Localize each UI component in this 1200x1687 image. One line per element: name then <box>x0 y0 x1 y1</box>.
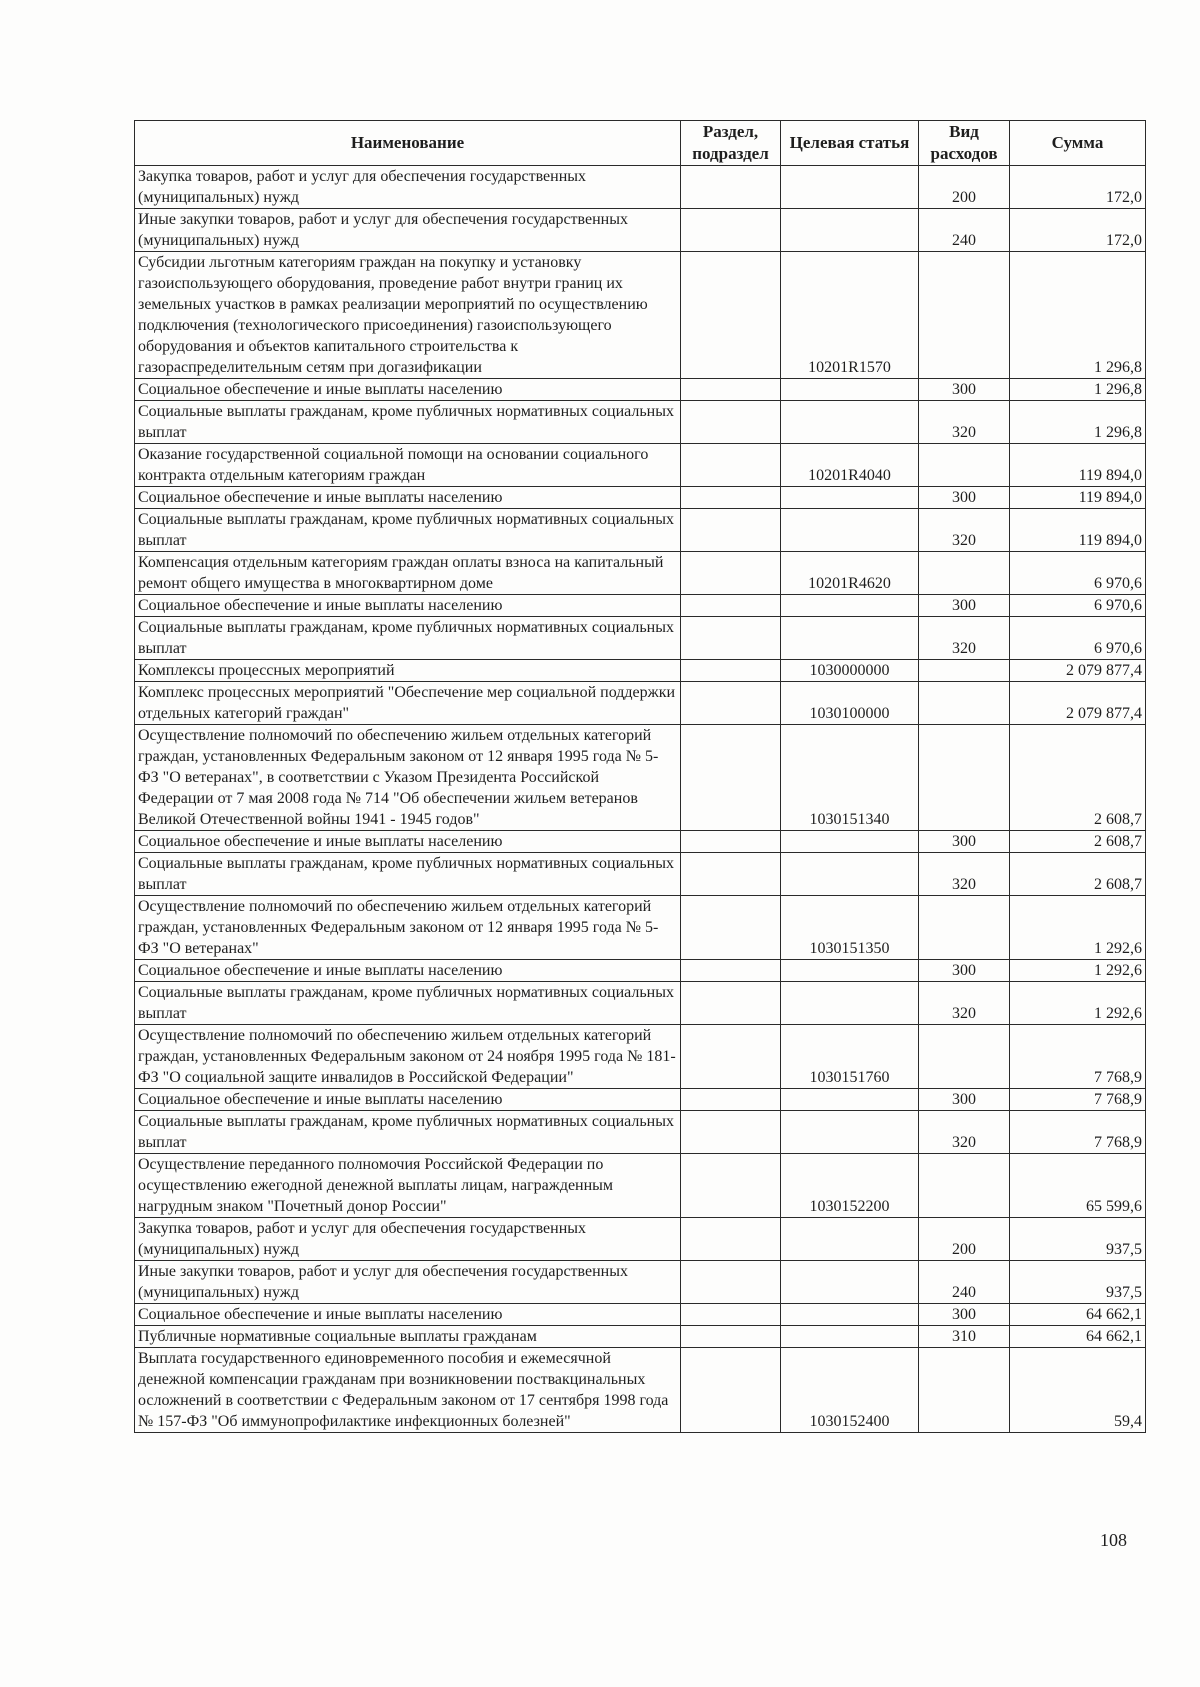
cell-article <box>781 1326 919 1348</box>
cell-sum: 6 970,6 <box>1010 552 1146 595</box>
cell-article <box>781 595 919 617</box>
cell-name: Социальные выплаты гражданам, кроме публичных нормативных социальных выплат <box>135 1111 681 1154</box>
cell-type: 320 <box>919 617 1010 660</box>
cell-type <box>919 1348 1010 1433</box>
cell-sum: 119 894,0 <box>1010 509 1146 552</box>
cell-type: 320 <box>919 853 1010 896</box>
cell-article <box>781 982 919 1025</box>
cell-section <box>681 982 781 1025</box>
table-header-row <box>135 121 1146 166</box>
cell-name: Иные закупки товаров, работ и услуг для обеспечения государственных (муниципальных) нужд <box>135 209 681 252</box>
cell-section <box>681 1154 781 1218</box>
cell-type: 320 <box>919 401 1010 444</box>
cell-sum: 65 599,6 <box>1010 1154 1146 1218</box>
cell-name: Социальные выплаты гражданам, кроме публичных нормативных социальных выплат <box>135 617 681 660</box>
header-article: Целевая статья <box>781 121 919 166</box>
cell-type: 200 <box>919 1218 1010 1261</box>
cell-type: 320 <box>919 1111 1010 1154</box>
cell-type: 320 <box>919 509 1010 552</box>
cell-section <box>681 831 781 853</box>
cell-type: 240 <box>919 209 1010 252</box>
cell-article <box>781 617 919 660</box>
cell-name: Социальное обеспечение и иные выплаты населению <box>135 1089 681 1111</box>
cell-article: 1030152400 <box>781 1348 919 1433</box>
table-row <box>135 725 1146 831</box>
cell-article: 10201R1570 <box>781 252 919 379</box>
cell-sum: 7 768,9 <box>1010 1089 1146 1111</box>
table-row <box>135 1218 1146 1261</box>
cell-type: 240 <box>919 1261 1010 1304</box>
cell-sum: 1 296,8 <box>1010 252 1146 379</box>
table-row <box>135 552 1146 595</box>
cell-section <box>681 1089 781 1111</box>
cell-name: Выплата государственного единовременного пособия и ежемесячной денежной компенсации гражданам при возникновении поствакцинальных осложнений в соответствии с Федеральным законом от 17 сентября 1998 года № 157-ФЗ "Об иммунопрофилактике инфекционных болезней" <box>135 1348 681 1433</box>
table-row <box>135 252 1146 379</box>
cell-type: 300 <box>919 379 1010 401</box>
table-row <box>135 1326 1146 1348</box>
cell-name: Публичные нормативные социальные выплаты гражданам <box>135 1326 681 1348</box>
cell-article: 1030152200 <box>781 1154 919 1218</box>
table-row <box>135 682 1146 725</box>
cell-sum: 1 292,6 <box>1010 896 1146 960</box>
cell-section <box>681 487 781 509</box>
table-row <box>135 595 1146 617</box>
cell-name: Субсидии льготным категориям граждан на покупку и установку газоиспользующего оборудования, проведение работ внутри границ их земельных участков в рамках реализации мероприятий по осуществлению подключения (технологического присоединения) газоиспользующего оборудования и объектов капитального строительства к газораспределительным сетям при догазификации <box>135 252 681 379</box>
cell-section <box>681 595 781 617</box>
table-row <box>135 401 1146 444</box>
cell-type: 300 <box>919 960 1010 982</box>
cell-sum: 59,4 <box>1010 1348 1146 1433</box>
cell-type <box>919 660 1010 682</box>
cell-type: 320 <box>919 982 1010 1025</box>
cell-name: Социальные выплаты гражданам, кроме публичных нормативных социальных выплат <box>135 853 681 896</box>
cell-section <box>681 960 781 982</box>
cell-type: 300 <box>919 595 1010 617</box>
cell-sum: 2 079 877,4 <box>1010 682 1146 725</box>
table-row <box>135 209 1146 252</box>
cell-name: Социальное обеспечение и иные выплаты населению <box>135 831 681 853</box>
cell-name: Осуществление переданного полномочия Российской Федерации по осуществлению ежегодной денежной выплаты лицам, награжденным нагрудным знаком "Почетный донор России" <box>135 1154 681 1218</box>
cell-sum: 119 894,0 <box>1010 444 1146 487</box>
cell-article <box>781 509 919 552</box>
cell-section <box>681 552 781 595</box>
cell-sum: 2 608,7 <box>1010 853 1146 896</box>
cell-type <box>919 1154 1010 1218</box>
cell-article <box>781 487 919 509</box>
cell-sum: 1 296,8 <box>1010 401 1146 444</box>
cell-section <box>681 660 781 682</box>
cell-section <box>681 853 781 896</box>
cell-type <box>919 552 1010 595</box>
cell-article <box>781 1218 919 1261</box>
cell-article <box>781 1261 919 1304</box>
cell-sum: 2 608,7 <box>1010 831 1146 853</box>
cell-article <box>781 166 919 209</box>
table-body <box>135 166 1146 1433</box>
cell-article <box>781 1111 919 1154</box>
table-row <box>135 1111 1146 1154</box>
table-row <box>135 1348 1146 1433</box>
table-row <box>135 982 1146 1025</box>
cell-sum: 2 079 877,4 <box>1010 660 1146 682</box>
cell-section <box>681 725 781 831</box>
cell-sum: 64 662,1 <box>1010 1304 1146 1326</box>
cell-section <box>681 896 781 960</box>
cell-type <box>919 896 1010 960</box>
cell-type: 300 <box>919 1089 1010 1111</box>
cell-type <box>919 444 1010 487</box>
cell-sum: 64 662,1 <box>1010 1326 1146 1348</box>
table-row <box>135 831 1146 853</box>
cell-section <box>681 401 781 444</box>
cell-section <box>681 1348 781 1433</box>
cell-name: Социальное обеспечение и иные выплаты населению <box>135 960 681 982</box>
header-section: Раздел, подраздел <box>681 121 781 166</box>
cell-name: Закупка товаров, работ и услуг для обеспечения государственных (муниципальных) нужд <box>135 166 681 209</box>
cell-name: Иные закупки товаров, работ и услуг для обеспечения государственных (муниципальных) нужд <box>135 1261 681 1304</box>
cell-sum: 937,5 <box>1010 1218 1146 1261</box>
cell-section <box>681 166 781 209</box>
cell-name: Комплекс процессных мероприятий "Обеспечение мер социальной поддержки отдельных категорий граждан" <box>135 682 681 725</box>
table-row <box>135 509 1146 552</box>
cell-article: 1030000000 <box>781 660 919 682</box>
budget-table <box>134 120 1146 1433</box>
cell-type <box>919 1025 1010 1089</box>
table-row <box>135 1025 1146 1089</box>
table-row <box>135 960 1146 982</box>
header-type: Вид расходов <box>919 121 1010 166</box>
cell-article: 10201R4620 <box>781 552 919 595</box>
cell-section <box>681 617 781 660</box>
table-row <box>135 487 1146 509</box>
cell-section <box>681 379 781 401</box>
cell-article <box>781 209 919 252</box>
cell-sum: 2 608,7 <box>1010 725 1146 831</box>
table-row <box>135 379 1146 401</box>
table-row <box>135 660 1146 682</box>
cell-type <box>919 252 1010 379</box>
cell-sum: 6 970,6 <box>1010 617 1146 660</box>
cell-sum: 1 292,6 <box>1010 960 1146 982</box>
cell-name: Социальные выплаты гражданам, кроме публичных нормативных социальных выплат <box>135 509 681 552</box>
cell-sum: 937,5 <box>1010 1261 1146 1304</box>
cell-article <box>781 960 919 982</box>
cell-sum: 172,0 <box>1010 209 1146 252</box>
cell-name: Осуществление полномочий по обеспечению жильем отдельных категорий граждан, установленных Федеральным законом от 24 ноября 1995 года № 181-ФЗ "О социальной защите инвалидов в Российской Федерации" <box>135 1025 681 1089</box>
cell-article <box>781 1089 919 1111</box>
table-row <box>135 853 1146 896</box>
cell-article: 1030151760 <box>781 1025 919 1089</box>
cell-type <box>919 682 1010 725</box>
cell-section <box>681 1326 781 1348</box>
table-row <box>135 166 1146 209</box>
table-row <box>135 1261 1146 1304</box>
cell-sum: 1 296,8 <box>1010 379 1146 401</box>
table-row <box>135 1304 1146 1326</box>
header-sum: Сумма <box>1010 121 1146 166</box>
cell-section <box>681 1218 781 1261</box>
cell-type: 300 <box>919 487 1010 509</box>
cell-section <box>681 1304 781 1326</box>
cell-name: Комплексы процессных мероприятий <box>135 660 681 682</box>
cell-sum: 6 970,6 <box>1010 595 1146 617</box>
cell-section <box>681 1261 781 1304</box>
cell-name: Социальное обеспечение и иные выплаты населению <box>135 379 681 401</box>
cell-article <box>781 379 919 401</box>
cell-sum: 119 894,0 <box>1010 487 1146 509</box>
cell-sum: 7 768,9 <box>1010 1111 1146 1154</box>
cell-name: Социальное обеспечение и иные выплаты населению <box>135 487 681 509</box>
cell-sum: 172,0 <box>1010 166 1146 209</box>
cell-name: Закупка товаров, работ и услуг для обеспечения государственных (муниципальных) нужд <box>135 1218 681 1261</box>
cell-name: Социальные выплаты гражданам, кроме публичных нормативных социальных выплат <box>135 401 681 444</box>
cell-type: 310 <box>919 1326 1010 1348</box>
page-number: 108 <box>1100 1530 1127 1550</box>
cell-section <box>681 444 781 487</box>
cell-name: Осуществление полномочий по обеспечению жильем отдельных категорий граждан, установленных Федеральным законом от 12 января 1995 года № 5-ФЗ "О ветеранах", в соответствии с Указом Президента Российской Федерации от 7 мая 2008 года № 714 "Об обеспечении жильем ветеранов Великой Отечественной войны 1941 - 1945 годов" <box>135 725 681 831</box>
cell-sum: 1 292,6 <box>1010 982 1146 1025</box>
cell-article <box>781 1304 919 1326</box>
cell-article <box>781 831 919 853</box>
table-row <box>135 617 1146 660</box>
cell-article: 10201R4040 <box>781 444 919 487</box>
cell-article: 1030151350 <box>781 896 919 960</box>
cell-article: 1030100000 <box>781 682 919 725</box>
cell-section <box>681 1111 781 1154</box>
cell-name: Оказание государственной социальной помощи на основании социального контракта отдельным категориям граждан <box>135 444 681 487</box>
cell-article <box>781 401 919 444</box>
table-row <box>135 444 1146 487</box>
cell-name: Социальное обеспечение и иные выплаты населению <box>135 1304 681 1326</box>
cell-section <box>681 1025 781 1089</box>
cell-article <box>781 853 919 896</box>
cell-type: 300 <box>919 1304 1010 1326</box>
cell-section <box>681 509 781 552</box>
cell-section <box>681 209 781 252</box>
cell-name: Социальные выплаты гражданам, кроме публичных нормативных социальных выплат <box>135 982 681 1025</box>
cell-section <box>681 252 781 379</box>
table-row <box>135 1154 1146 1218</box>
cell-sum: 7 768,9 <box>1010 1025 1146 1089</box>
cell-type: 300 <box>919 831 1010 853</box>
cell-name: Компенсация отдельным категориям граждан оплаты взноса на капитальный ремонт общего имущества в многоквартирном доме <box>135 552 681 595</box>
cell-name: Социальное обеспечение и иные выплаты населению <box>135 595 681 617</box>
header-name: Наименование <box>135 121 681 166</box>
cell-name: Осуществление полномочий по обеспечению жильем отдельных категорий граждан, установленных Федеральным законом от 12 января 1995 года № 5-ФЗ "О ветеранах" <box>135 896 681 960</box>
cell-section <box>681 682 781 725</box>
cell-article: 1030151340 <box>781 725 919 831</box>
cell-type <box>919 725 1010 831</box>
table-row <box>135 896 1146 960</box>
table-row <box>135 1089 1146 1111</box>
cell-type: 200 <box>919 166 1010 209</box>
